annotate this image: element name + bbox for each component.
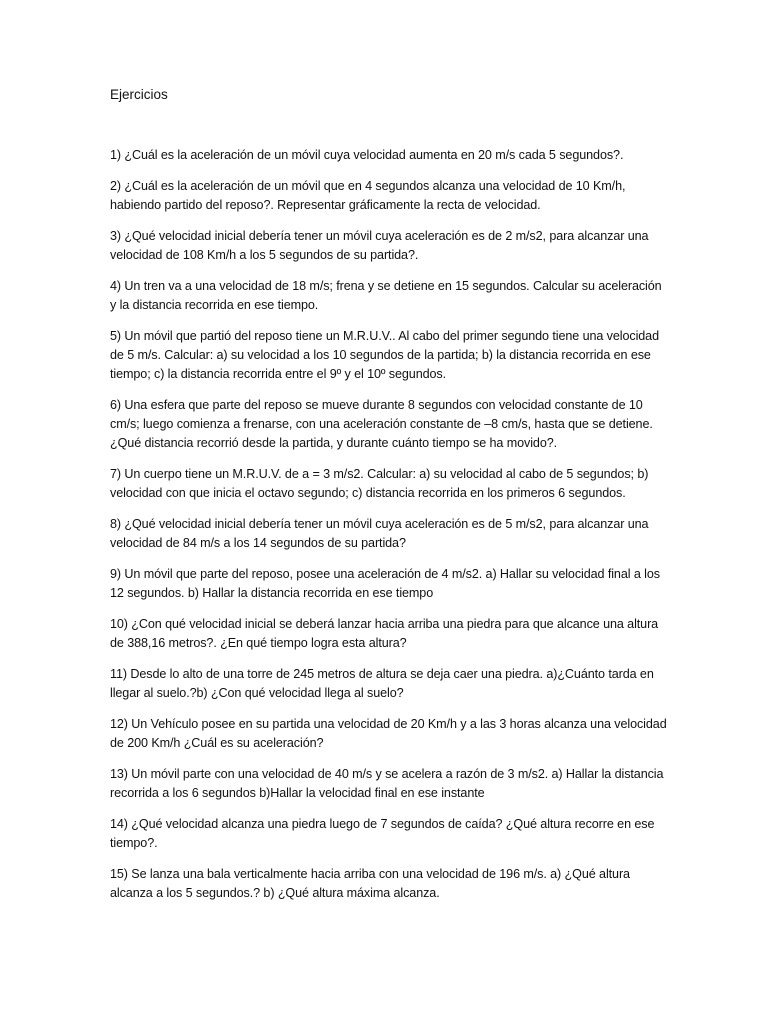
exercise-item: 3) ¿Qué velocidad inicial debería tener un móvil cuya aceleración es de 2 m/s2, para alcanzar una velocidad de 108 Km/h a los 5 segundos de su partida?. — [110, 229, 649, 262]
exercise-item: 2) ¿Cuál es la aceleración de un móvil que en 4 segundos alcanza una velocidad de 10 Km/h, habiendo partido del reposo?. Representar gráficamente la recta de velocidad. — [110, 179, 626, 212]
exercise-item: 10) ¿Con qué velocidad inicial se deberá lanzar hacia arriba una piedra para que alcance una altura de 388,16 metros?. ¿En qué tiempo logra esta altura? — [110, 617, 659, 650]
exercise-item: 9) Un móvil que parte del reposo, posee una aceleración de 4 m/s2. a) Hallar su velocidad final a los 12 segundos. b) Hallar la distancia recorrida en ese tiempo — [110, 567, 660, 600]
exercise-item: 1) ¿Cuál es la aceleración de un móvil cuya velocidad aumenta en 20 m/s cada 5 segundos?. — [110, 148, 624, 162]
exercise-item: 12) Un Vehículo posee en su partida una velocidad de 20 Km/h y a las 3 horas alcanza una velocidad de 200 Km/h ¿Cuál es su aceleración? — [110, 717, 667, 750]
exercise-item: 15) Se lanza una bala verticalmente hacia arriba con una velocidad de 196 m/s. a) ¿Qué altura alcanza a los 5 segundos.? b) ¿Qué altura máxima alcanza. — [110, 867, 630, 900]
exercise-item: 6) Una esfera que parte del reposo se mueve durante 8 segundos con velocidad constante de 10 cm/s; luego comienza a frenarse, con una aceleración constante de –8 cm/s, hasta que se detiene. ¿Qué distancia recorrió desde la partida, y durante cuánto tiempo se ha movido?. — [110, 398, 653, 450]
exercise-item: 13) Un móvil parte con una velocidad de 40 m/s y se acelera a razón de 3 m/s2. a) Hallar la distancia recorrida a los 6 segundos b)Hallar la velocidad final en ese instante — [110, 767, 664, 800]
exercise-list — [110, 146, 670, 915]
exercise-item: 11) Desde lo alto de una torre de 245 metros de altura se deja caer una piedra. a)¿Cuánto tarda en llegar al suelo.?b) ¿Con qué velocidad llega al suelo? — [110, 667, 654, 700]
exercise-item: 4) Un tren va a una velocidad de 18 m/s; frena y se detiene en 15 segundos. Calcular su aceleración y la distancia recorrida en ese tiempo. — [110, 279, 662, 312]
exercise-item: 7) Un cuerpo tiene un M.R.U.V. de a = 3 m/s2. Calcular: a) su velocidad al cabo de 5 segundos; b) velocidad con que inicia el octavo segundo; c) distancia recorrida en los primeros 6 segundos. — [110, 467, 649, 500]
exercise-item: 5) Un móvil que partió del reposo tiene un M.R.U.V.. Al cabo del primer segundo tiene una velocidad de 5 m/s. Calcular: a) su velocidad a los 10 segundos de la partida; b) la distancia recorrida en ese tiempo; c) la distancia recorrida entre el 9º y el 10º segundos. — [110, 329, 659, 381]
exercise-item: 8) ¿Qué velocidad inicial debería tener un móvil cuya aceleración es de 5 m/s2, para alcanzar una velocidad de 84 m/s a los 14 segundos de su partida? — [110, 517, 649, 550]
exercise-item: 14) ¿Qué velocidad alcanza una piedra luego de 7 segundos de caída? ¿Qué altura recorre en ese tiempo?. — [110, 817, 655, 850]
page-title: Ejercicios — [110, 87, 168, 102]
